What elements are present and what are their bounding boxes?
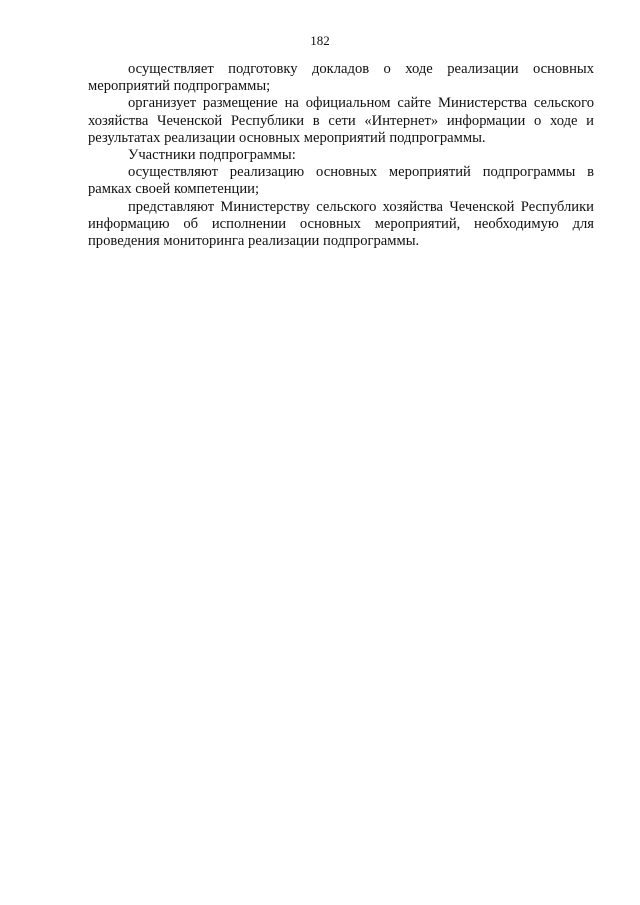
paragraph-website-publication: организует размещение на официальном сайте Министерства сельского хозяйства Чеченской Республики в сети «Интернет» информации о ходе и результатах реализации основных мероприятий подпрограммы. [88, 95, 594, 146]
paragraph-implementation: осуществляют реализацию основных мероприятий подпрограммы в рамках своей компетенции; [88, 164, 594, 198]
paragraph-reports: осуществляет подготовку докладов о ходе реализации основных мероприятий подпрограммы; [88, 61, 594, 95]
document-body [88, 61, 594, 250]
paragraph-monitoring-info: представляют Министерству сельского хозяйства Чеченской Республики информацию об исполнении основных мероприятий, необходимую для проведения мониторинга реализации подпрограммы. [88, 198, 594, 250]
page-number: 182 [310, 33, 330, 48]
paragraph-participants-heading: Участники подпрограммы: [128, 147, 296, 164]
